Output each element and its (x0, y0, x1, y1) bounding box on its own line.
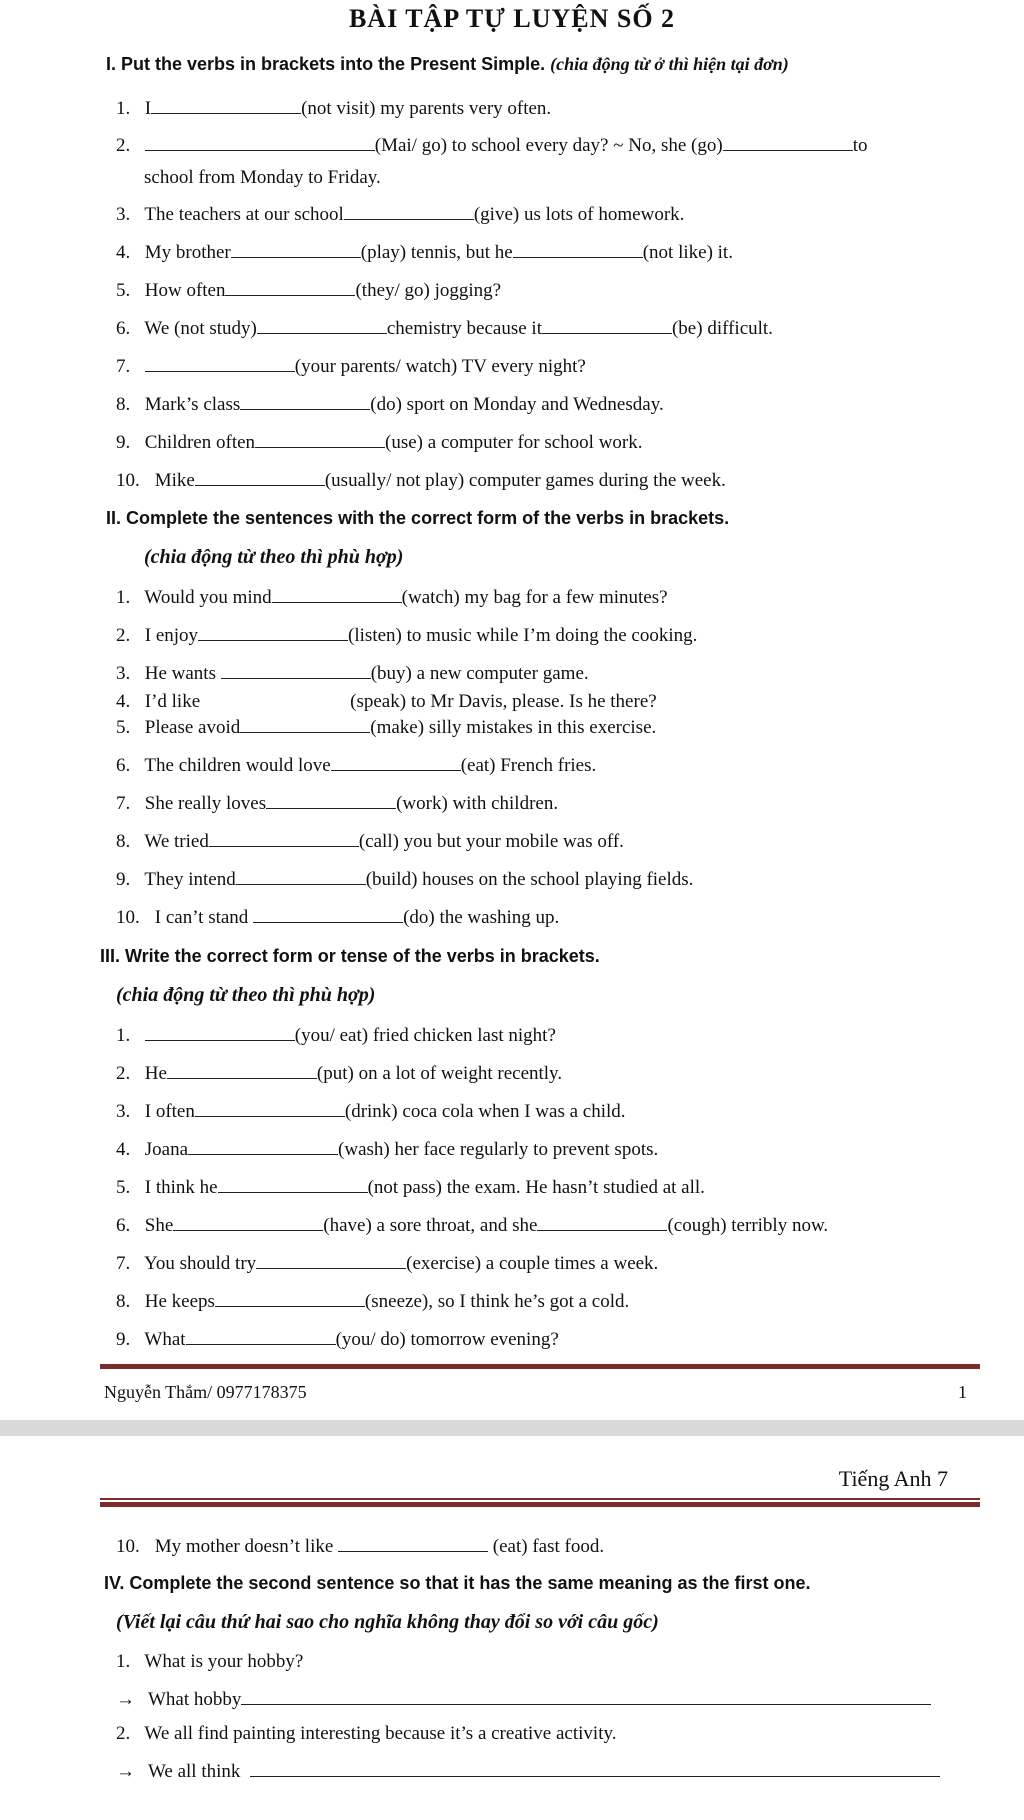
answer-blank[interactable] (218, 1176, 368, 1193)
answer-blank[interactable] (723, 134, 853, 151)
answer-blank[interactable] (167, 1062, 317, 1079)
answer-blank[interactable] (257, 317, 387, 334)
answer-blank[interactable] (537, 1214, 667, 1231)
footer-author: Nguyễn Thắm/ 0977178375 (104, 1382, 307, 1402)
answer-blank[interactable] (221, 662, 371, 679)
list-item: 4. I’d like (speak) to Mr Davis, please. Is he there? (116, 691, 657, 712)
answer-blank[interactable] (231, 241, 361, 258)
rewrite-item: → What hobby (116, 1688, 931, 1712)
list-item: 10. My mother doesn’t like (eat) fast food. (116, 1536, 605, 1557)
arrow-icon: → (116, 1761, 135, 1782)
list-item: 9. They intend (build) houses on the school playing fields. (116, 869, 694, 890)
answer-blank[interactable] (253, 906, 403, 923)
answer-blank[interactable] (225, 279, 355, 296)
list-item: 3. I often (drink) coca cola when I was a child. (116, 1101, 626, 1122)
answer-blank[interactable] (209, 830, 359, 847)
list-item: 9. What (you/ do) tomorrow evening? (116, 1329, 559, 1350)
list-item: 5. Please avoid (make) silly mistakes in this exercise. (116, 717, 657, 738)
section-2-subheading: (chia động từ theo thì phù hợp) (144, 546, 404, 568)
section-4-subheading: (Viết lại câu thứ hai sao cho nghĩa không thay đổi so với câu gốc) (116, 1611, 659, 1633)
list-item: 8. Mark’s class (do) sport on Monday and Wednesday. (116, 394, 664, 415)
answer-blank[interactable] (198, 624, 348, 641)
answer-blank[interactable] (272, 586, 402, 603)
list-item: 9. Children often (use) a computer for school work. (116, 432, 643, 453)
section-2-heading: II. Complete the sentences with the correct form of the verbs in brackets. (106, 508, 730, 528)
answer-blank[interactable] (186, 1328, 336, 1345)
list-item: 10. I can’t stand (do) the washing up. (116, 907, 560, 928)
answer-blank[interactable] (266, 792, 396, 809)
list-item: 6. The children would love (eat) French fries. (116, 755, 597, 776)
list-item: 2. I enjoy (listen) to music while I’m doing the cooking. (116, 625, 698, 646)
section-3-subheading: (chia động từ theo thì phù hợp) (116, 984, 376, 1006)
page-header-subject: Tiếng Anh 7 (838, 1466, 948, 1491)
answer-blank[interactable] (338, 1535, 488, 1552)
answer-blank[interactable] (195, 469, 325, 486)
arrow-icon: → (116, 1689, 135, 1710)
list-item: 1. Would you mind (watch) my bag for a few minutes? (116, 587, 668, 608)
answer-blank[interactable] (513, 241, 643, 258)
answer-blank[interactable] (151, 97, 301, 114)
list-item: 5. I think he (not pass) the exam. He hasn’t studied at all. (116, 1177, 705, 1198)
list-item: 6. We (not study) chemistry because it (be) difficult. (116, 318, 773, 339)
list-item: 1. What is your hobby? (116, 1651, 304, 1672)
list-item: 6. She (have) a sore throat, and she (cough) terribly now. (116, 1215, 829, 1236)
answer-blank[interactable] (256, 1252, 406, 1269)
answer-blank[interactable] (188, 1138, 338, 1155)
section-1-heading (106, 54, 986, 75)
list-item: 2. (Mai/ go) to school every day? ~ No, she (go) to (116, 135, 868, 156)
answer-blank[interactable] (236, 868, 366, 885)
answer-blank[interactable] (250, 1760, 940, 1777)
header-divider (100, 1498, 980, 1500)
header-divider-thick (100, 1502, 980, 1507)
section-3-heading: III. Write the correct form or tense of the verbs in brackets. (100, 946, 600, 966)
list-item: 3. He wants (buy) a new computer game. (116, 663, 589, 684)
answer-blank[interactable] (195, 1100, 345, 1117)
list-item: 2. He (put) on a lot of weight recently. (116, 1063, 563, 1084)
list-item: 2. We all find painting interesting because it’s a creative activity. (116, 1723, 617, 1744)
list-item: 8. We tried (call) you but your mobile was off. (116, 831, 624, 852)
answer-blank[interactable] (145, 134, 375, 151)
answer-blank[interactable] (145, 355, 295, 372)
answer-blank[interactable] (240, 716, 370, 733)
list-item: 1. (you/ eat) fried chicken last night? (116, 1025, 556, 1046)
list-item: 8. He keeps (sneeze), so I think he’s got a cold. (116, 1291, 630, 1312)
answer-blank[interactable] (542, 317, 672, 334)
list-item: 10. Mike (usually/ not play) computer games during the week. (116, 470, 726, 491)
list-item: 4. My brother (play) tennis, but he (not like) it. (116, 242, 733, 263)
answer-blank[interactable] (344, 203, 474, 220)
rewrite-item: → We all think (116, 1760, 940, 1784)
answer-blank[interactable] (240, 393, 370, 410)
page-break (0, 1420, 1024, 1436)
footer-divider (100, 1364, 980, 1369)
answer-blank[interactable] (173, 1214, 323, 1231)
answer-blank[interactable] (215, 1290, 365, 1307)
list-item: 7. You should try (exercise) a couple times a week. (116, 1253, 659, 1274)
list-item: 5. How often (they/ go) jogging? (116, 280, 502, 301)
list-item: 7. (your parents/ watch) TV every night? (116, 356, 586, 377)
section-4-heading: IV. Complete the second sentence so that it has the same meaning as the first one. (104, 1573, 811, 1593)
page-number: 1 (958, 1382, 967, 1402)
answer-blank[interactable] (255, 431, 385, 448)
answer-blank[interactable] (241, 1688, 931, 1705)
list-item: 3. The teachers at our school (give) us lots of homework. (116, 204, 685, 225)
list-item-continued: school from Monday to Friday. (144, 167, 381, 188)
list-item: 7. She really loves (work) with children. (116, 793, 559, 814)
section-1-heading-text: I. Put the verbs in brackets into the Present Simple. (106, 54, 546, 74)
section-1-heading-viet: (chia động từ ở thì hiện tại đơn) (550, 54, 789, 74)
list-item: 1. I (not visit) my parents very often. (116, 98, 552, 119)
list-item: 4. Joana (wash) her face regularly to prevent spots. (116, 1139, 659, 1160)
answer-blank[interactable] (331, 754, 461, 771)
worksheet-title: BÀI TẬP TỰ LUYỆN SỐ 2 (348, 4, 676, 33)
answer-blank[interactable] (145, 1024, 295, 1041)
